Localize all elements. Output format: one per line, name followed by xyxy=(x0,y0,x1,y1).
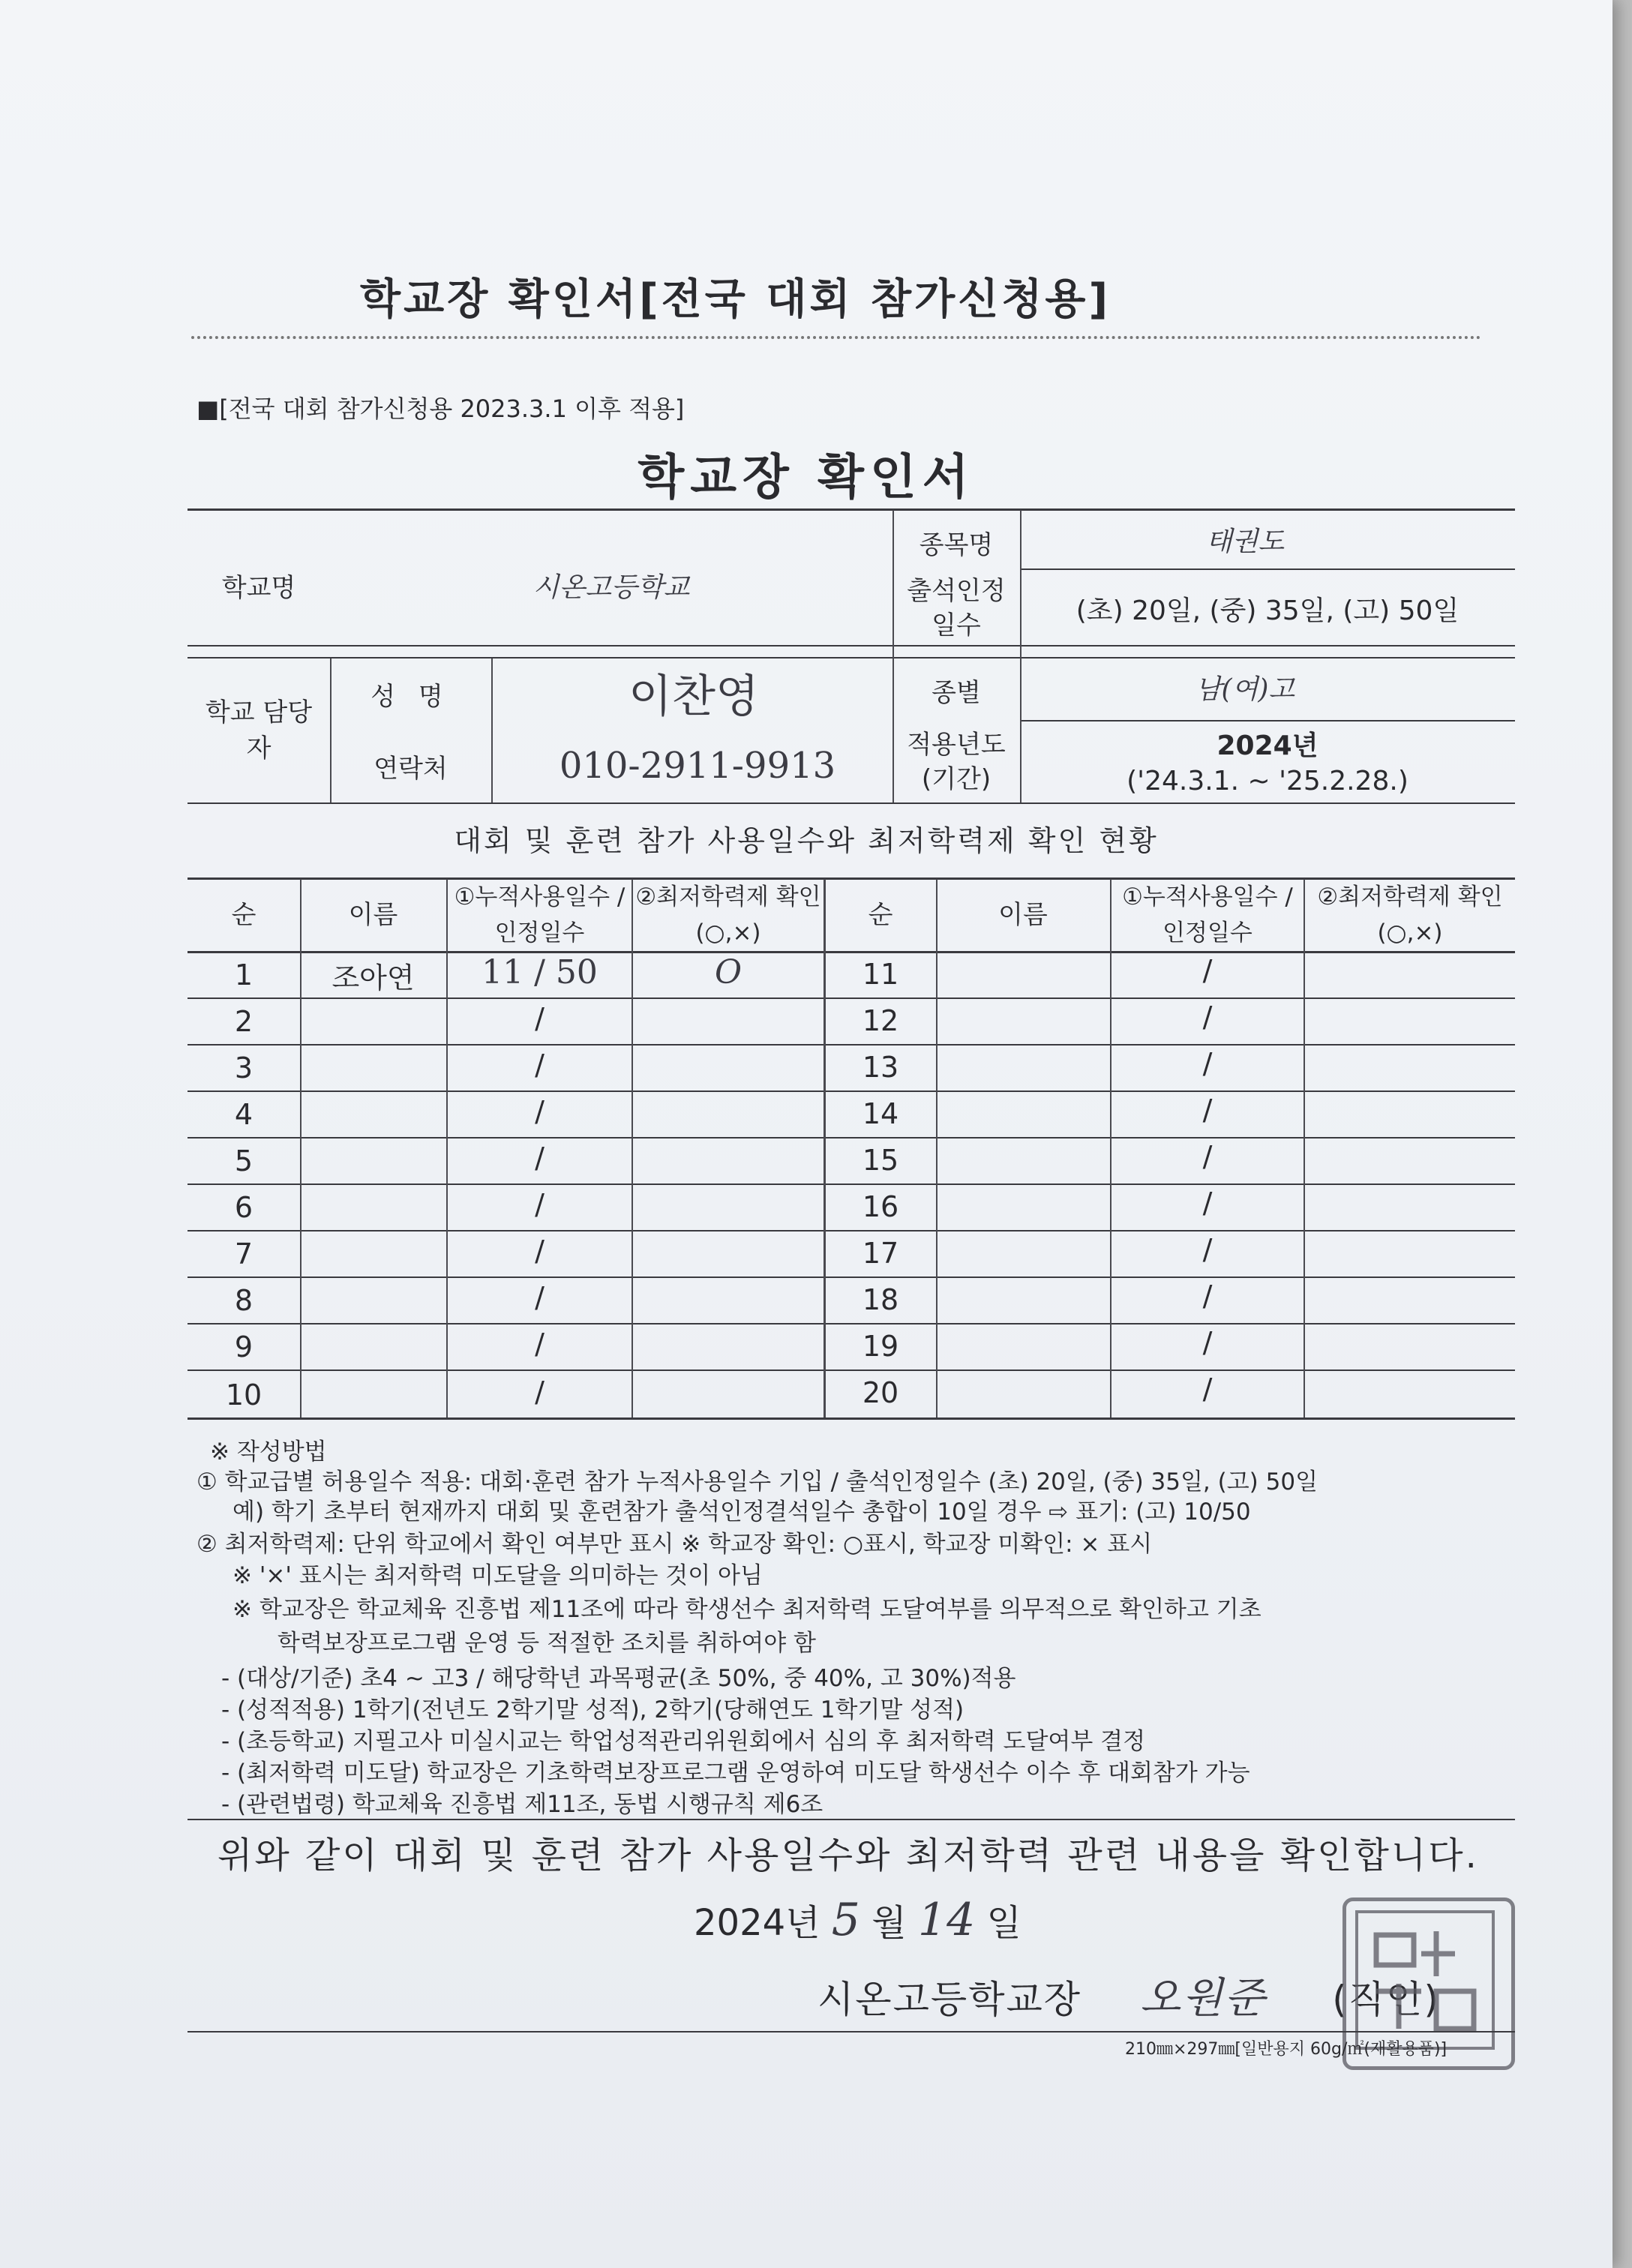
col-divider xyxy=(1304,879,1305,1418)
row-number: 11 xyxy=(862,958,899,991)
row-number: 16 xyxy=(862,1190,899,1223)
period-value: ('24.3.1. ~ '25.2.28.) xyxy=(1126,765,1408,796)
date-month: 5 xyxy=(831,1894,860,1946)
category-value: 남(여)고 xyxy=(1195,674,1295,705)
date-year: 2024년 xyxy=(694,1902,820,1944)
row-number: 20 xyxy=(862,1376,899,1409)
row-number: 9 xyxy=(234,1330,254,1364)
row-number: 3 xyxy=(234,1052,254,1084)
date-day: 14 xyxy=(917,1894,976,1946)
header-name-right: 이름 xyxy=(998,900,1048,930)
row-number: 18 xyxy=(862,1283,899,1316)
instruction-line: - (초등학교) 지필고사 미실시교는 학업성적관리위원회에서 심의 후 최저학력 도달여부 결정 xyxy=(221,1728,1146,1755)
row-number: 4 xyxy=(234,1098,254,1131)
row-days: / xyxy=(535,1188,544,1221)
staff-label: 학교 담당자 xyxy=(205,698,313,764)
row-number: 10 xyxy=(225,1378,262,1412)
instruction-line: 예) 학기 초부터 현재까지 대회 및 훈련참가 출석인정결석일수 총합이 10일 경우 ⇨ 표기: (고) 10/50 xyxy=(232,1498,1251,1526)
row-days: / xyxy=(535,1281,544,1314)
row-number: 12 xyxy=(862,1004,899,1037)
row-number: 14 xyxy=(862,1097,899,1130)
header-name-left: 이름 xyxy=(348,900,398,930)
row-check: O xyxy=(714,952,742,992)
instruction-line: ① 학교급별 허용일수 적용: 대회·훈련 참가 누적사용일수 기입 / 출석인정일수 (초) 20일, (중) 35일, (고) 50일 xyxy=(196,1468,1318,1496)
info-top-border xyxy=(188,508,1515,511)
header-no-left: 순 xyxy=(231,900,256,930)
header-check-left: ②최저학력제 확인(○,×) xyxy=(635,884,821,946)
row-days: / xyxy=(1202,1186,1213,1220)
col-divider xyxy=(936,879,938,1418)
principal-signature: 오원준 xyxy=(1140,1974,1267,2023)
apply-note: ■[전국 대회 참가신청용 2023.3.1 이후 적용] xyxy=(196,394,685,423)
confirm-date xyxy=(694,1894,1022,1946)
instruction-line: - (최저학력 미도달) 학교장은 기초학력보장프로그램 운영하여 미도달 학생선수 이수 후 대회참가 가능 xyxy=(221,1760,1250,1786)
footer-divider xyxy=(188,2031,1515,2032)
header-check-right: ②최저학력제 확인(○,×) xyxy=(1317,884,1503,946)
date-month-unit: 월 xyxy=(872,1902,907,1944)
seal-graphic xyxy=(1346,1901,1504,2059)
row-days: / xyxy=(535,1142,544,1174)
attendance-value: (초) 20일, (중) 35일, (고) 50일 xyxy=(1076,595,1460,626)
info-divider xyxy=(1020,510,1022,802)
info-divider xyxy=(1020,568,1515,570)
info-divider xyxy=(188,645,1515,646)
row-number: 19 xyxy=(862,1330,899,1363)
row-name: 조아연 xyxy=(332,961,415,994)
info-divider xyxy=(491,658,493,802)
row-days: / xyxy=(1202,1140,1213,1173)
instruction-line: - (대상/기준) 초4 ~ 고3 / 해당학년 과목평균(초 50%, 중 40%, 고 30%)적용 xyxy=(221,1665,1016,1692)
row-days: / xyxy=(535,1376,544,1408)
instruction-line: ※ '×' 표시는 최저학력 미도달을 의미하는 것이 아님 xyxy=(232,1562,763,1589)
row-days: 11 / 50 xyxy=(482,952,598,992)
seal-label: (직인) xyxy=(1332,1978,1440,2021)
section-title: 대회 및 훈련 참가 사용일수와 최저학력제 확인 현황 xyxy=(454,824,1159,857)
row-days: / xyxy=(1202,1000,1213,1034)
instructions-heading: ※ 작성방법 xyxy=(210,1438,327,1466)
school-label: 학교명 xyxy=(221,572,296,603)
document-main-title: 학교장 확인서[전국 대회 참가신청용] xyxy=(360,275,1112,324)
instruction-line: - (관련법령) 학교체육 진흥법 제11조, 동법 시행규칙 제6조 xyxy=(221,1791,824,1818)
instruction-line: ※ 학교장은 학교체육 진흥법 제11조에 따라 학생선수 최저학력 도달여부를 의무적으로 확인하고 기초 xyxy=(232,1596,1262,1623)
row-days: / xyxy=(535,1002,544,1035)
attendance-label: 출석인정 일수 xyxy=(907,576,1006,640)
row-days: / xyxy=(1202,1280,1213,1312)
row-number: 13 xyxy=(862,1051,899,1084)
row-days: / xyxy=(535,1234,544,1268)
school-value: 시온고등학교 xyxy=(532,572,690,603)
row-days: / xyxy=(1202,1094,1213,1126)
info-divider xyxy=(188,802,1515,804)
date-day-unit: 일 xyxy=(986,1902,1022,1944)
info-divider xyxy=(1020,720,1515,722)
row-number: 17 xyxy=(862,1237,899,1270)
instruction-line: 학력보장프로그램 운영 등 적절한 조치를 취하여야 함 xyxy=(278,1630,816,1657)
name-label: 성 명 xyxy=(370,681,451,712)
instruction-line: ② 최저학력제: 단위 학교에서 확인 여부만 표시 ※ 학교장 확인: ○표시, 학교장 미확인: × 표시 xyxy=(196,1531,1153,1558)
row-number: 7 xyxy=(234,1238,254,1270)
name-value: 이찬영 xyxy=(628,670,759,723)
header-days-left: ①누적사용일수 /인정일수 xyxy=(454,884,626,946)
header-no-right: 순 xyxy=(868,900,893,930)
title-divider xyxy=(191,336,1481,339)
row-number: 2 xyxy=(234,1005,254,1038)
row-number: 15 xyxy=(862,1144,899,1177)
instruction-line: - (성적적용) 1학기(전년도 2학기말 성적), 2학기(당해연도 1학기말 성적) xyxy=(221,1696,964,1724)
notes-divider xyxy=(188,1819,1515,1820)
row-days: / xyxy=(535,1048,544,1082)
row-number: 6 xyxy=(234,1191,254,1224)
row-number: 1 xyxy=(234,958,254,992)
year-label: 적용년도 (기간) xyxy=(907,730,1006,794)
sport-label: 종목명 xyxy=(919,530,994,560)
row-days: / xyxy=(1202,1233,1213,1266)
contact-value: 010-2911-9913 xyxy=(559,745,836,787)
form-title: 학교장 확인서 xyxy=(638,450,975,506)
row-number: 5 xyxy=(234,1144,254,1178)
roster-bottom-border xyxy=(188,1418,1515,1420)
paper-spec: 210㎜×297㎜[일반용지 60g/㎡(재활용품)] xyxy=(1125,2040,1448,2059)
row-days: / xyxy=(535,1328,544,1360)
row-number: 8 xyxy=(234,1284,254,1317)
row-days: / xyxy=(1202,1326,1213,1359)
row-days: / xyxy=(1202,1047,1213,1080)
row-days: / xyxy=(535,1095,544,1128)
contact-label: 연락처 xyxy=(374,753,448,784)
year-value: 2024년 xyxy=(1216,730,1318,761)
row-days: / xyxy=(1202,1372,1213,1406)
category-label: 종별 xyxy=(932,677,981,708)
header-days-right: ①누적사용일수 /인정일수 xyxy=(1122,884,1293,946)
row-days: / xyxy=(1202,954,1213,987)
principal-title: 시온고등학교장 xyxy=(818,1978,1082,2021)
confirm-statement: 위와 같이 대회 및 훈련 참가 사용일수와 최저학력 관련 내용을 확인합니다. xyxy=(218,1834,1479,1876)
sport-value: 태권도 xyxy=(1205,526,1285,557)
